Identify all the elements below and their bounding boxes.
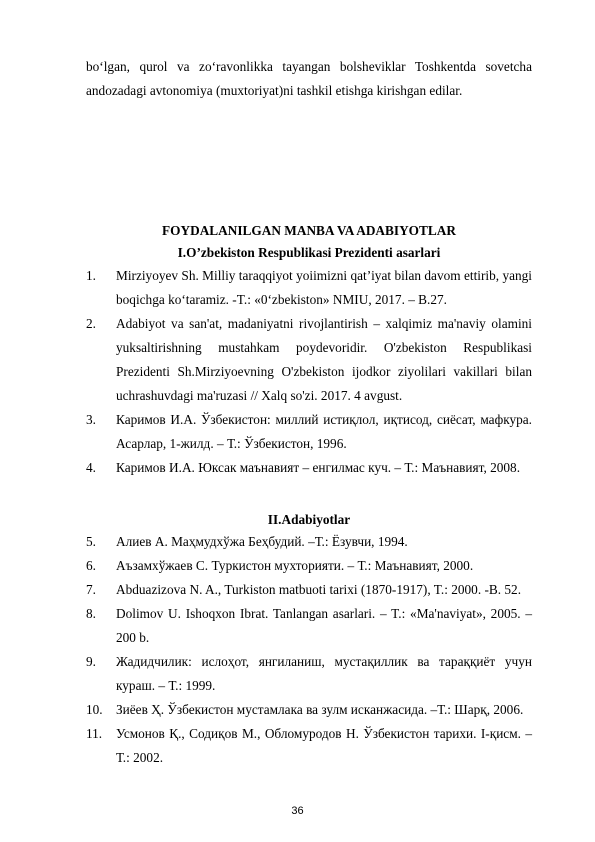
reference-number: 5. <box>86 534 96 549</box>
reference-number: 10. <box>86 702 103 717</box>
reference-number: 8. <box>86 606 96 621</box>
reference-item <box>86 408 532 456</box>
reference-number: 7. <box>86 582 96 597</box>
section2-title: II.Adabiyotlar <box>267 512 351 527</box>
reference-item <box>86 650 532 698</box>
reference-item <box>86 554 532 578</box>
reference-item <box>86 456 532 480</box>
reference-text: Adabiyot va san'at, madaniyatni rivojlantirish – xalqimiz ma'naviy olamini yuksaltirishning mustahkam poydevoridir. O'zbekiston Respublikasi Prezidenti Sh.Mirziyoevning O'zbekiston ijodkor ziyolilari vakillari bilan uchrashuvdagi ma'ruzasi // Xalq so'zi. 2017. 4 avgust. <box>116 316 532 403</box>
reference-number: 9. <box>86 654 96 669</box>
references-title: FOYDALANILGAN MANBA VA ADABIYOTLAR <box>162 223 456 238</box>
reference-text: Жадидчилик: ислоҳот, янгиланиш, мустақиллик ва тараққиёт учун кураш. – Т.: 1999. <box>116 654 532 693</box>
section1-list <box>86 264 532 480</box>
reference-item <box>86 578 532 602</box>
reference-text: Зиёев Ҳ. Ўзбекистон мустамлака ва зулм исканжасида. –Т.: Шарқ, 2006. <box>116 702 524 717</box>
reference-item <box>86 264 532 312</box>
reference-item <box>86 698 532 722</box>
reference-item <box>86 312 532 408</box>
section1-title: I.O’zbekiston Respublikasi Prezidenti asarlari <box>177 245 441 260</box>
section2-list <box>86 530 532 770</box>
page-number: 36 <box>291 805 304 817</box>
reference-item <box>86 602 532 650</box>
intro-paragraph: bo‘lgan, qurol va zo‘ravonlikka tayangan bolsheviklar Toshkentda sovetcha andozadagi avtonomiya (muxtoriyat)ni tashkil etishga kirishgan edilar. <box>86 59 532 98</box>
reference-text: Mirziyoyev Sh. Milliy taraqqiyot yoiimizni qat’iyat bilan davom ettirib, yangi boqichga ko‘taramiz. -T.: «0‘zbekiston» NMIU, 2017. – B.27. <box>116 268 532 307</box>
reference-number: 2. <box>86 316 96 331</box>
reference-text: Dolimov U. Ishoqxon Ibrat. Tanlangan asarlari. – T.: «Ma'naviyat», 2005. – 200 b. <box>116 606 532 645</box>
reference-text: Алиев А. Маҳмудхўжа Беҳбудий. –Т.: Ёзувчи, 1994. <box>116 534 408 549</box>
reference-text: Abduazizova N. A., Turkiston matbuoti tarixi (1870-1917), T.: 2000. -B. 52. <box>116 582 522 597</box>
reference-number: 4. <box>86 460 96 475</box>
reference-number: 11. <box>86 726 103 741</box>
reference-item <box>86 722 532 770</box>
reference-number: 3. <box>86 412 96 427</box>
reference-number: 6. <box>86 558 96 573</box>
reference-text: Каримов И.А. Ўзбекистон: миллий истиқлол, иқтисод, сиёсат, мафкура. Асарлар, 1-жилд. – Т.: Ўзбекистон, 1996. <box>116 412 532 451</box>
reference-text: Каримов И.А. Юксак маънавият – енгилмас куч. – Т.: Маънавият, 2008. <box>116 460 521 475</box>
reference-number: 1. <box>86 268 96 283</box>
reference-item <box>86 530 532 554</box>
reference-text: Аъзамхўжаев С. Туркистон мухторияти. – Т.: Маънавият, 2000. <box>116 558 474 573</box>
reference-text: Усмонов Қ., Содиқов М., Обломуродов Н. Ўзбекистон тарихи. I-қисм. – Т.: 2002. <box>116 726 532 765</box>
